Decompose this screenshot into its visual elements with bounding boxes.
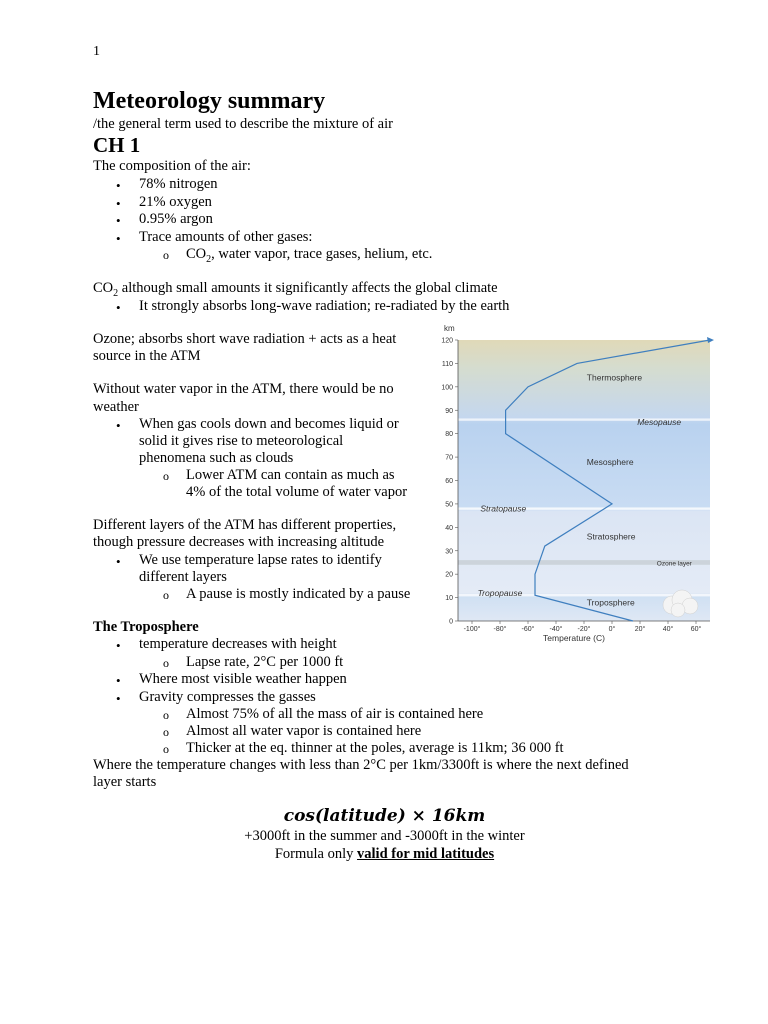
- cloud-puff: [671, 603, 685, 617]
- composition-item: 21% oxygen: [139, 194, 212, 210]
- sub-bullet-mark: o: [163, 248, 169, 262]
- atmosphere-temperature-chart: [432, 320, 722, 645]
- water-vapor-bullet: When gas cools down and becomes liquid or: [139, 416, 399, 432]
- formula-note: +3000ft in the summer and -3000ft in the winter: [244, 828, 525, 844]
- composition-item: 78% nitrogen: [139, 176, 218, 192]
- water-vapor-bullet: solid it gives rise to meteorological: [139, 433, 344, 449]
- x-axis-label: Temperature (C): [543, 633, 605, 643]
- layer-label: Stratopause: [480, 503, 527, 514]
- composition-item: Trace amounts of other gases:: [139, 229, 313, 245]
- y-tick-label: 100: [441, 384, 453, 392]
- ozone-line: Ozone; absorbs short wave radiation + acts as a heat: [93, 331, 397, 347]
- troposphere-after: layer starts: [93, 774, 157, 790]
- bullet-mark: •: [116, 673, 121, 688]
- troposphere-bullet: temperature decreases with height: [139, 636, 337, 652]
- x-tick-label: -80°: [493, 626, 507, 633]
- layer-label: Troposphere: [586, 597, 635, 608]
- composition-item: 0.95% argon: [139, 211, 213, 227]
- bullet-mark: •: [116, 300, 121, 315]
- bullet-mark: •: [116, 178, 121, 193]
- co2-statement: $CO_2$ although small amounts it significantly affects the global climate: [93, 280, 498, 299]
- x-tick-label: -40°: [549, 626, 563, 633]
- layers-bullet: We use temperature lapse rates to identify: [139, 552, 382, 568]
- bullet-mark: •: [116, 691, 121, 706]
- y-tick-label: 120: [441, 337, 453, 345]
- bullet-mark: •: [116, 554, 121, 569]
- bullet-mark: •: [116, 418, 121, 433]
- composition-intro: The composition of the air:: [93, 158, 251, 174]
- layers-line: Different layers of the ATM has different properties,: [93, 517, 397, 533]
- sub-bullet-mark: o: [163, 588, 169, 602]
- layer-label: Thermosphere: [586, 372, 643, 383]
- layer-label: Stratosphere: [586, 531, 636, 542]
- troposphere-sub: Almost 75% of all the mass of air is contained here: [186, 706, 484, 722]
- troposphere-bullet: Gravity compresses the gasses: [139, 689, 316, 705]
- page-title: Meteorology summary: [93, 88, 326, 114]
- troposphere-sub: Almost all water vapor is contained here: [186, 723, 422, 739]
- x-tick-label: -100°: [463, 626, 481, 633]
- x-tick-label: 20°: [634, 626, 646, 633]
- bullet-mark: •: [116, 196, 121, 211]
- sub-bullet-mark: o: [163, 656, 169, 670]
- bullet-mark: •: [116, 638, 121, 653]
- x-tick-label: 60°: [690, 626, 702, 633]
- layers-bullet: different layers: [139, 569, 227, 585]
- y-axis-label: km: [444, 324, 455, 333]
- layers-line: though pressure decreases with increasing altitude: [93, 534, 385, 550]
- page-number: 1: [93, 44, 100, 59]
- co2-bullet: It strongly absorbs long-wave radiation; re-radiated by the earth: [139, 298, 510, 314]
- layer-label: Tropopause: [477, 587, 523, 598]
- chart-svg: [432, 320, 722, 645]
- layers-sub: A pause is mostly indicated by a pause: [186, 586, 411, 602]
- temperature-arrow-head: [707, 337, 714, 343]
- x-tick-label: 0°: [608, 626, 616, 633]
- y-tick-label: 10: [445, 595, 453, 603]
- water-vapor-line: weather: [93, 399, 139, 415]
- bullet-mark: •: [116, 231, 121, 246]
- water-vapor-line: Without water vapor in the ATM, there would be no: [93, 381, 394, 397]
- y-tick-label: 0: [449, 618, 453, 626]
- water-vapor-sub: 4% of the total volume of water vapor: [186, 484, 408, 500]
- y-tick-label: 40: [445, 524, 453, 532]
- layer-label: Mesosphere: [586, 456, 634, 467]
- water-vapor-bullet: phenomena such as clouds: [139, 450, 294, 466]
- y-tick-label: 110: [441, 360, 453, 368]
- layer-label: Mesopause: [637, 416, 682, 427]
- troposphere-bullet: Where most visible weather happen: [139, 671, 347, 687]
- chart-background: [458, 340, 710, 621]
- x-tick-label: 40°: [662, 626, 674, 633]
- chapter-heading: CH 1: [93, 133, 141, 157]
- y-tick-label: 90: [445, 407, 453, 415]
- y-tick-label: 30: [445, 548, 453, 556]
- sub-bullet-mark: o: [163, 469, 169, 483]
- y-tick-label: 70: [445, 454, 453, 462]
- y-tick-label: 80: [445, 431, 453, 439]
- layer-label: Ozone layer: [656, 560, 692, 568]
- sub-bullet-mark: o: [163, 708, 169, 722]
- troposphere-sub: Lapse rate, 2°C per 1000 ft: [186, 654, 344, 670]
- sub-bullet-mark: o: [163, 742, 169, 756]
- troposphere-after: Where the temperature changes with less than 2°C per 1km/3300ft is where the next defined: [93, 757, 629, 773]
- formula-block: [93, 806, 676, 863]
- sub-bullet-mark: o: [163, 725, 169, 739]
- x-tick-label: -20°: [577, 626, 591, 633]
- formula-validity-emphasis: valid for mid latitudes: [357, 845, 495, 862]
- x-tick-label: -60°: [521, 626, 535, 633]
- formula-validity: Formula only valid for mid latitudes: [274, 845, 495, 862]
- subtitle: /the general term used to describe the mixture of air: [93, 116, 393, 132]
- y-tick-label: 20: [445, 571, 453, 579]
- y-tick-label: 50: [445, 501, 453, 509]
- composition-sub-item: $CO_2$, water vapor, trace gases, helium, etc.: [186, 246, 433, 265]
- y-tick-label: 60: [445, 478, 453, 485]
- troposphere-sub: Thicker at the eq. thinner at the poles, average is 11km; 36 000 ft: [186, 740, 564, 756]
- section-heading-troposphere: The Troposphere: [93, 619, 199, 635]
- ozone-line: source in the ATM: [93, 348, 201, 364]
- formula-expression: cos(latitude) × 16km: [283, 806, 486, 826]
- bullet-mark: •: [116, 213, 121, 228]
- water-vapor-sub: Lower ATM can contain as much as: [186, 467, 395, 483]
